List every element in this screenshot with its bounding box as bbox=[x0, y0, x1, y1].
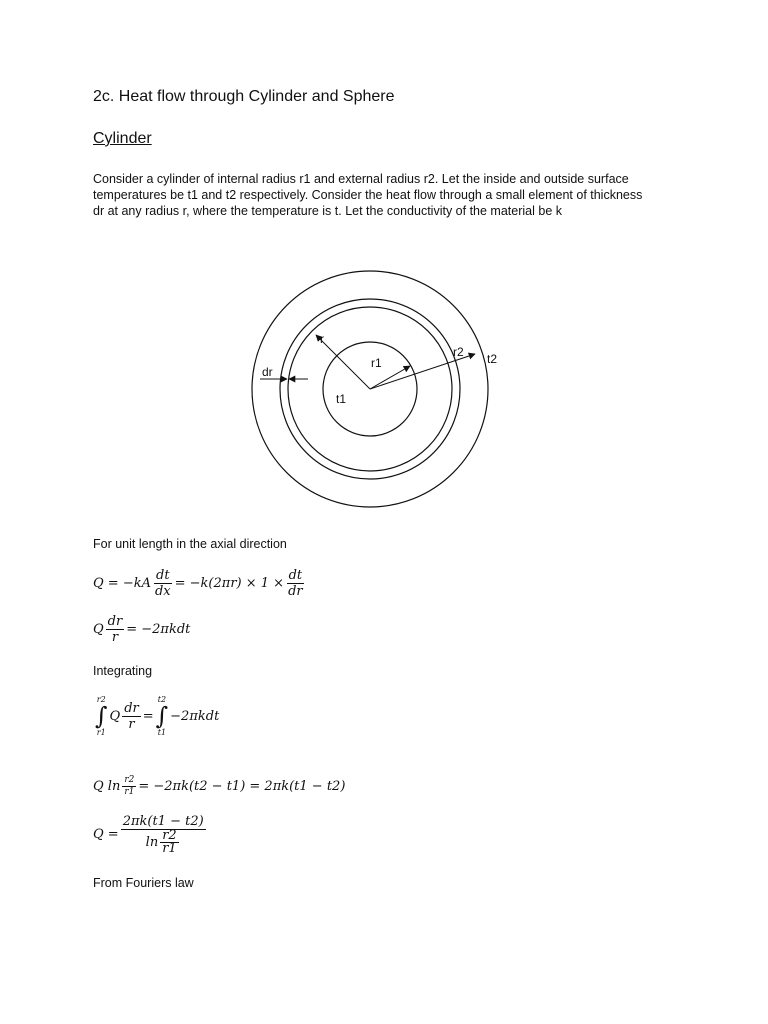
label-r1: r1 bbox=[371, 356, 382, 370]
integral-2-lower: t1 bbox=[157, 728, 167, 737]
section-heading-cylinder: Cylinder bbox=[93, 130, 152, 147]
equation-1 bbox=[93, 568, 307, 599]
intro-line-3: dr at any radius r, where the temperature is t. Let the conductivity of the material be k bbox=[93, 204, 562, 218]
cylinder-diagram bbox=[240, 270, 500, 510]
integrating-text: Integrating bbox=[93, 664, 153, 678]
eq3-frac-num: dr bbox=[124, 700, 139, 716]
eq3-q: Q bbox=[109, 708, 121, 724]
integral-sign-1: ∫ bbox=[95, 702, 108, 730]
eq3-equals: = bbox=[142, 708, 154, 724]
eq1-frac1-num: dt bbox=[156, 568, 170, 583]
eq2-rhs: = −2πkdt bbox=[126, 622, 191, 637]
label-t1: t1 bbox=[336, 392, 347, 406]
eq4-frac bbox=[122, 775, 136, 798]
label-dr: dr bbox=[262, 365, 273, 379]
integral-1-lower: r1 bbox=[96, 728, 106, 737]
eq5-den-frac-num: r2 bbox=[162, 828, 177, 843]
eq5-den-frac-den: r1 bbox=[162, 841, 177, 856]
eq4-frac-den: r1 bbox=[124, 787, 135, 797]
intro-paragraph bbox=[93, 171, 693, 219]
eq1-frac2-den: dr bbox=[288, 584, 303, 599]
eq5-den-frac bbox=[160, 830, 179, 855]
eq1-mid: = −k(2πr) × 1 × bbox=[174, 576, 285, 591]
eq2-frac-den: r bbox=[111, 630, 119, 645]
eq2-frac bbox=[106, 614, 125, 645]
eq2-frac-num: dr bbox=[107, 614, 123, 629]
eq3-frac bbox=[122, 701, 141, 732]
eq3-rhs: −2πkdt bbox=[170, 708, 220, 724]
eq1-frac2-num: dt bbox=[288, 568, 303, 583]
eq5-lhs: Q = bbox=[93, 827, 119, 842]
label-t2: t2 bbox=[487, 352, 498, 366]
integral-sign-2: ∫ bbox=[155, 702, 169, 730]
eq3-frac-den: r bbox=[128, 716, 135, 732]
unit-length-text: For unit length in the axial direction bbox=[93, 537, 287, 551]
eq4-rhs: = −2πk(t2 − t1) = 2πk(t1 − t2) bbox=[138, 779, 346, 794]
equation-4 bbox=[93, 775, 345, 798]
eq5-frac bbox=[121, 814, 206, 855]
eq5-den-prefix: ln bbox=[145, 835, 159, 850]
eq1-lhs: Q = −kA bbox=[93, 576, 151, 591]
eq2-lhs: Q bbox=[93, 622, 104, 637]
intro-line-1: Consider a cylinder of internal radius r1 and external radius r2. Let the inside and outside surface bbox=[93, 172, 629, 186]
page-title: 2c. Heat flow through Cylinder and Sphere bbox=[93, 88, 395, 105]
equation-3 bbox=[93, 695, 219, 737]
label-r2: r2 bbox=[453, 345, 464, 359]
integral-1-upper: r2 bbox=[96, 695, 106, 704]
eq4-frac-num: r2 bbox=[124, 775, 135, 785]
intro-line-2: temperatures be t1 and t2 respectively. Consider the heat flow through a small element of thickness bbox=[93, 188, 643, 202]
eq5-num: 2πk(t1 − t2) bbox=[122, 814, 204, 829]
eq1-frac1 bbox=[153, 568, 173, 599]
label-r: r bbox=[320, 332, 324, 346]
integral-1 bbox=[95, 695, 108, 737]
fourier-text: From Fouriers law bbox=[93, 876, 194, 890]
eq5-den bbox=[144, 830, 183, 855]
integral-2-upper: t2 bbox=[157, 695, 167, 704]
eq4-lhs: Q ln bbox=[93, 779, 121, 794]
integral-2 bbox=[156, 695, 169, 737]
equation-2 bbox=[93, 614, 190, 645]
equation-5 bbox=[93, 814, 208, 855]
eq1-frac2 bbox=[286, 568, 305, 599]
eq1-frac1-den: dx bbox=[154, 584, 171, 599]
